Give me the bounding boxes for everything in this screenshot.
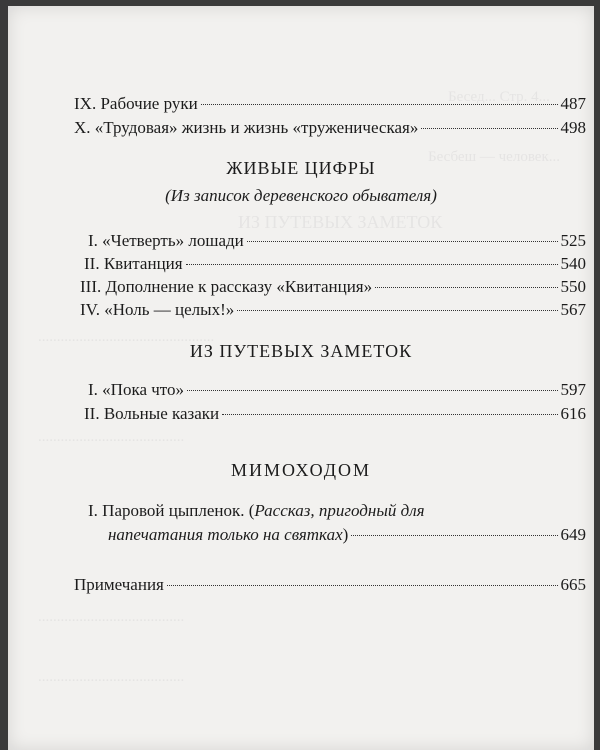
toc-entry[interactable] <box>108 525 586 549</box>
bleed-through-text: ............................................... <box>38 329 215 345</box>
toc-entry-page: 567 <box>560 300 586 319</box>
toc-entry-page: 616 <box>560 404 586 423</box>
toc-entry-line1[interactable] <box>88 501 425 521</box>
toc-entry-page: 597 <box>560 380 586 399</box>
bleed-through-text: ИЗ ПУТЕВЫХ ЗАМЕТОК <box>238 212 443 232</box>
toc-entry[interactable] <box>84 404 586 428</box>
toc-entry-subtitle: Рассказ, пригодный для <box>254 501 425 520</box>
toc-entry-page: 525 <box>560 231 586 250</box>
section-heading: ИЗ ПУТЕВЫХ ЗАМЕТОК <box>189 341 413 361</box>
leader-dots <box>351 535 557 536</box>
section-subtitle: (Из записок деревенского обывателя) <box>165 186 437 205</box>
closing-paren: ) <box>342 525 349 544</box>
bleed-through-text: ....................................... <box>38 669 185 685</box>
toc-entry-notes[interactable] <box>74 575 586 599</box>
toc-entry-title: III. Дополнение к рассказу «Квитанция» <box>80 277 373 296</box>
leader-dots <box>167 585 558 586</box>
toc-entry-title: II. Квитанция <box>84 254 183 273</box>
toc-entry-page: 649 <box>560 525 586 544</box>
bleed-through-text: ....................................... <box>38 609 185 625</box>
toc-entry-title: IX. Рабочие руки <box>74 94 198 113</box>
section-heading: ЖИВЫЕ ЦИФРЫ <box>226 158 376 178</box>
toc-entry-subtitle: напечатания только на святках <box>108 525 343 544</box>
leader-dots <box>201 104 558 105</box>
leader-dots <box>187 390 558 391</box>
book-page <box>8 6 594 750</box>
toc-entry-title: I. Паровой цыпленок. ( <box>88 501 255 520</box>
toc-entry[interactable] <box>80 277 586 301</box>
leader-dots <box>222 414 557 415</box>
toc-entry-title: II. Вольные казаки <box>84 404 220 423</box>
toc-entry-page: 550 <box>560 277 586 296</box>
bleed-through-text: Бесед... Стр. 4... <box>448 89 550 105</box>
toc-entry[interactable] <box>88 380 586 404</box>
toc-entry[interactable] <box>88 231 586 255</box>
section-heading: МИМОХОДОМ <box>230 460 372 480</box>
toc-entry-page: 540 <box>560 254 586 273</box>
toc-entry-page: 498 <box>560 118 586 137</box>
leader-dots <box>186 264 558 265</box>
toc-entry-page: 487 <box>560 94 586 113</box>
bleed-through-text: Бесбеш — человек... <box>428 149 561 165</box>
toc-entry-subtitle-cont <box>108 525 348 545</box>
leader-dots <box>421 128 557 129</box>
toc-entry[interactable] <box>84 254 586 278</box>
toc-entry-title: I. «Четверть» лошади <box>88 231 244 250</box>
toc-entry-title: I. «Пока что» <box>88 380 184 399</box>
toc-entry-title: Примечания <box>74 575 164 594</box>
bleed-through-text: ....................................... <box>38 429 185 445</box>
leader-dots <box>247 241 558 242</box>
toc-entry-title: X. «Трудовая» жизнь и жизнь «труженическая» <box>74 118 419 137</box>
toc-entry[interactable] <box>74 118 586 142</box>
toc-entry[interactable] <box>80 300 586 324</box>
toc-entry[interactable] <box>74 94 586 118</box>
toc-entry-title: IV. «Ноль — целых!» <box>80 300 235 319</box>
leader-dots <box>375 287 557 288</box>
toc-entry-page: 665 <box>560 575 586 594</box>
leader-dots <box>237 310 557 311</box>
